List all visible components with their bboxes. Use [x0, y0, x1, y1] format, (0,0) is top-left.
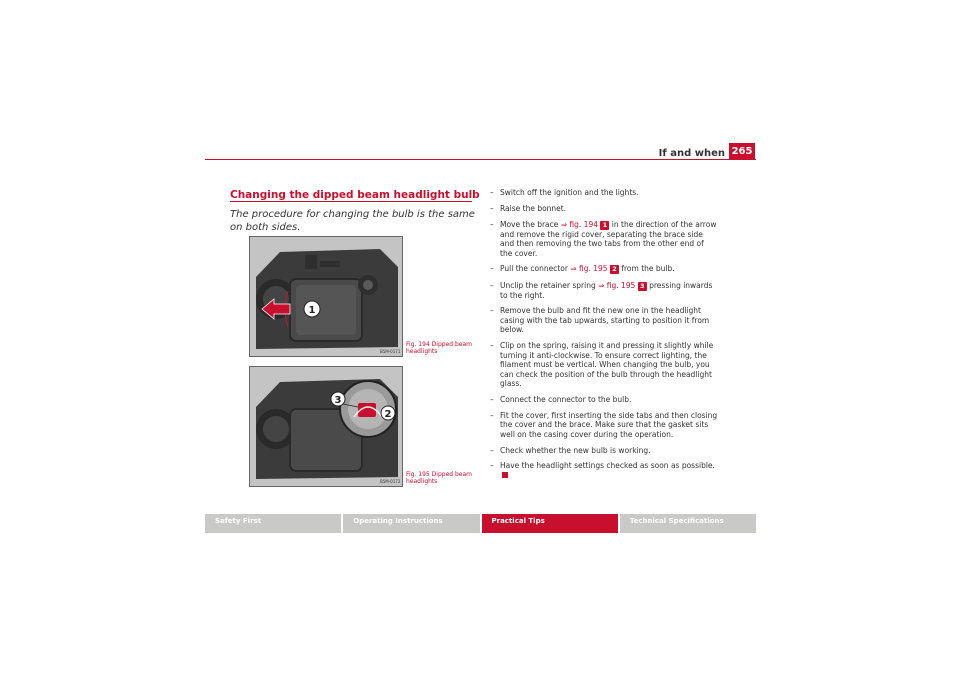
step-11: – Have the headlight settings checked as soon as possible. [490, 461, 718, 480]
figure-194-caption: Fig. 194 Dipped beam headlights [406, 341, 472, 355]
end-of-section-marker [502, 472, 508, 478]
step-2: – Raise the bonnet. [490, 203, 567, 213]
figure-194-code: B5M-0171 [380, 349, 401, 354]
figure-195-callout-2: 2 [384, 409, 392, 420]
figure-195 [249, 366, 403, 487]
step-9: – Fit the cover, first inserting the side tabs and then closing the cover and the brace. Make sure that the gasket sits well on the casing cover during the operation. [490, 410, 718, 439]
step-7: – Clip on the spring, raising it and pressing it slightly while turning it anti-clockwise. To ensure correct lighting, the filament must be vertical. When changing the bulb, you can check the position of the bulb through the headlight glass. [490, 341, 714, 389]
figure-195-code: B5M-0172 [380, 479, 401, 484]
section-title: Changing the dipped beam headlight bulb [230, 189, 480, 201]
figure-194 [249, 236, 403, 357]
fig-194-link[interactable]: ⇒ fig. 194 [560, 219, 599, 229]
fig-195-link[interactable]: ⇒ fig. 195 [598, 280, 636, 290]
step-6: – Remove the bulb and fit the new one in the headlight casing with the tab upwards, starting to position it from below. [490, 306, 710, 335]
section-intro: The procedure for changing the bulb is the same on both sides. [230, 209, 475, 233]
callout-badge-3: 3 [638, 282, 647, 291]
figure-195-caption: Fig. 195 Dipped beam headlights [406, 471, 472, 485]
step-5: – Unclip the retainer spring ⇒ fig. 195 3 pressing inwards to the right. [490, 280, 713, 300]
figure-195-callout-3: 3 [334, 395, 342, 406]
fig-195-link[interactable]: ⇒ fig. 195 [570, 264, 608, 274]
step-3: – Move the brace ⇒ fig. 194 1 in the direction of the arrow and remove the rigid cover, separating the brace side and then removing the two tabs from the other end of the cover. [490, 219, 717, 258]
callout-badge-2: 2 [610, 265, 619, 274]
header-rule [205, 159, 756, 160]
procedure-steps [490, 188, 718, 487]
step-8: – Connect the connector to the bulb. [490, 395, 632, 405]
step-1: – Switch off the ignition and the lights. [490, 188, 639, 197]
figure-194-callout-1: 1 [308, 305, 316, 316]
headlight-illustration-2 [250, 367, 402, 486]
headlight-illustration-1 [250, 237, 402, 356]
tab-technical-specifications[interactable]: Technical Specifications [620, 514, 756, 533]
footer-nav [205, 514, 756, 533]
page-number: 265 [729, 143, 755, 159]
tab-practical-tips[interactable]: Practical Tips [482, 514, 618, 533]
tab-operating-instructions[interactable]: Operating Instructions [343, 514, 479, 533]
section-rule [230, 201, 472, 202]
running-header: If and when [658, 148, 725, 159]
callout-badge-1: 1 [600, 221, 609, 230]
step-10: – Check whether the new bulb is working. [490, 445, 651, 455]
tab-safety-first[interactable]: Safety First [205, 514, 341, 533]
step-4: – Pull the connector ⇒ fig. 195 2 from the bulb. [490, 264, 675, 274]
